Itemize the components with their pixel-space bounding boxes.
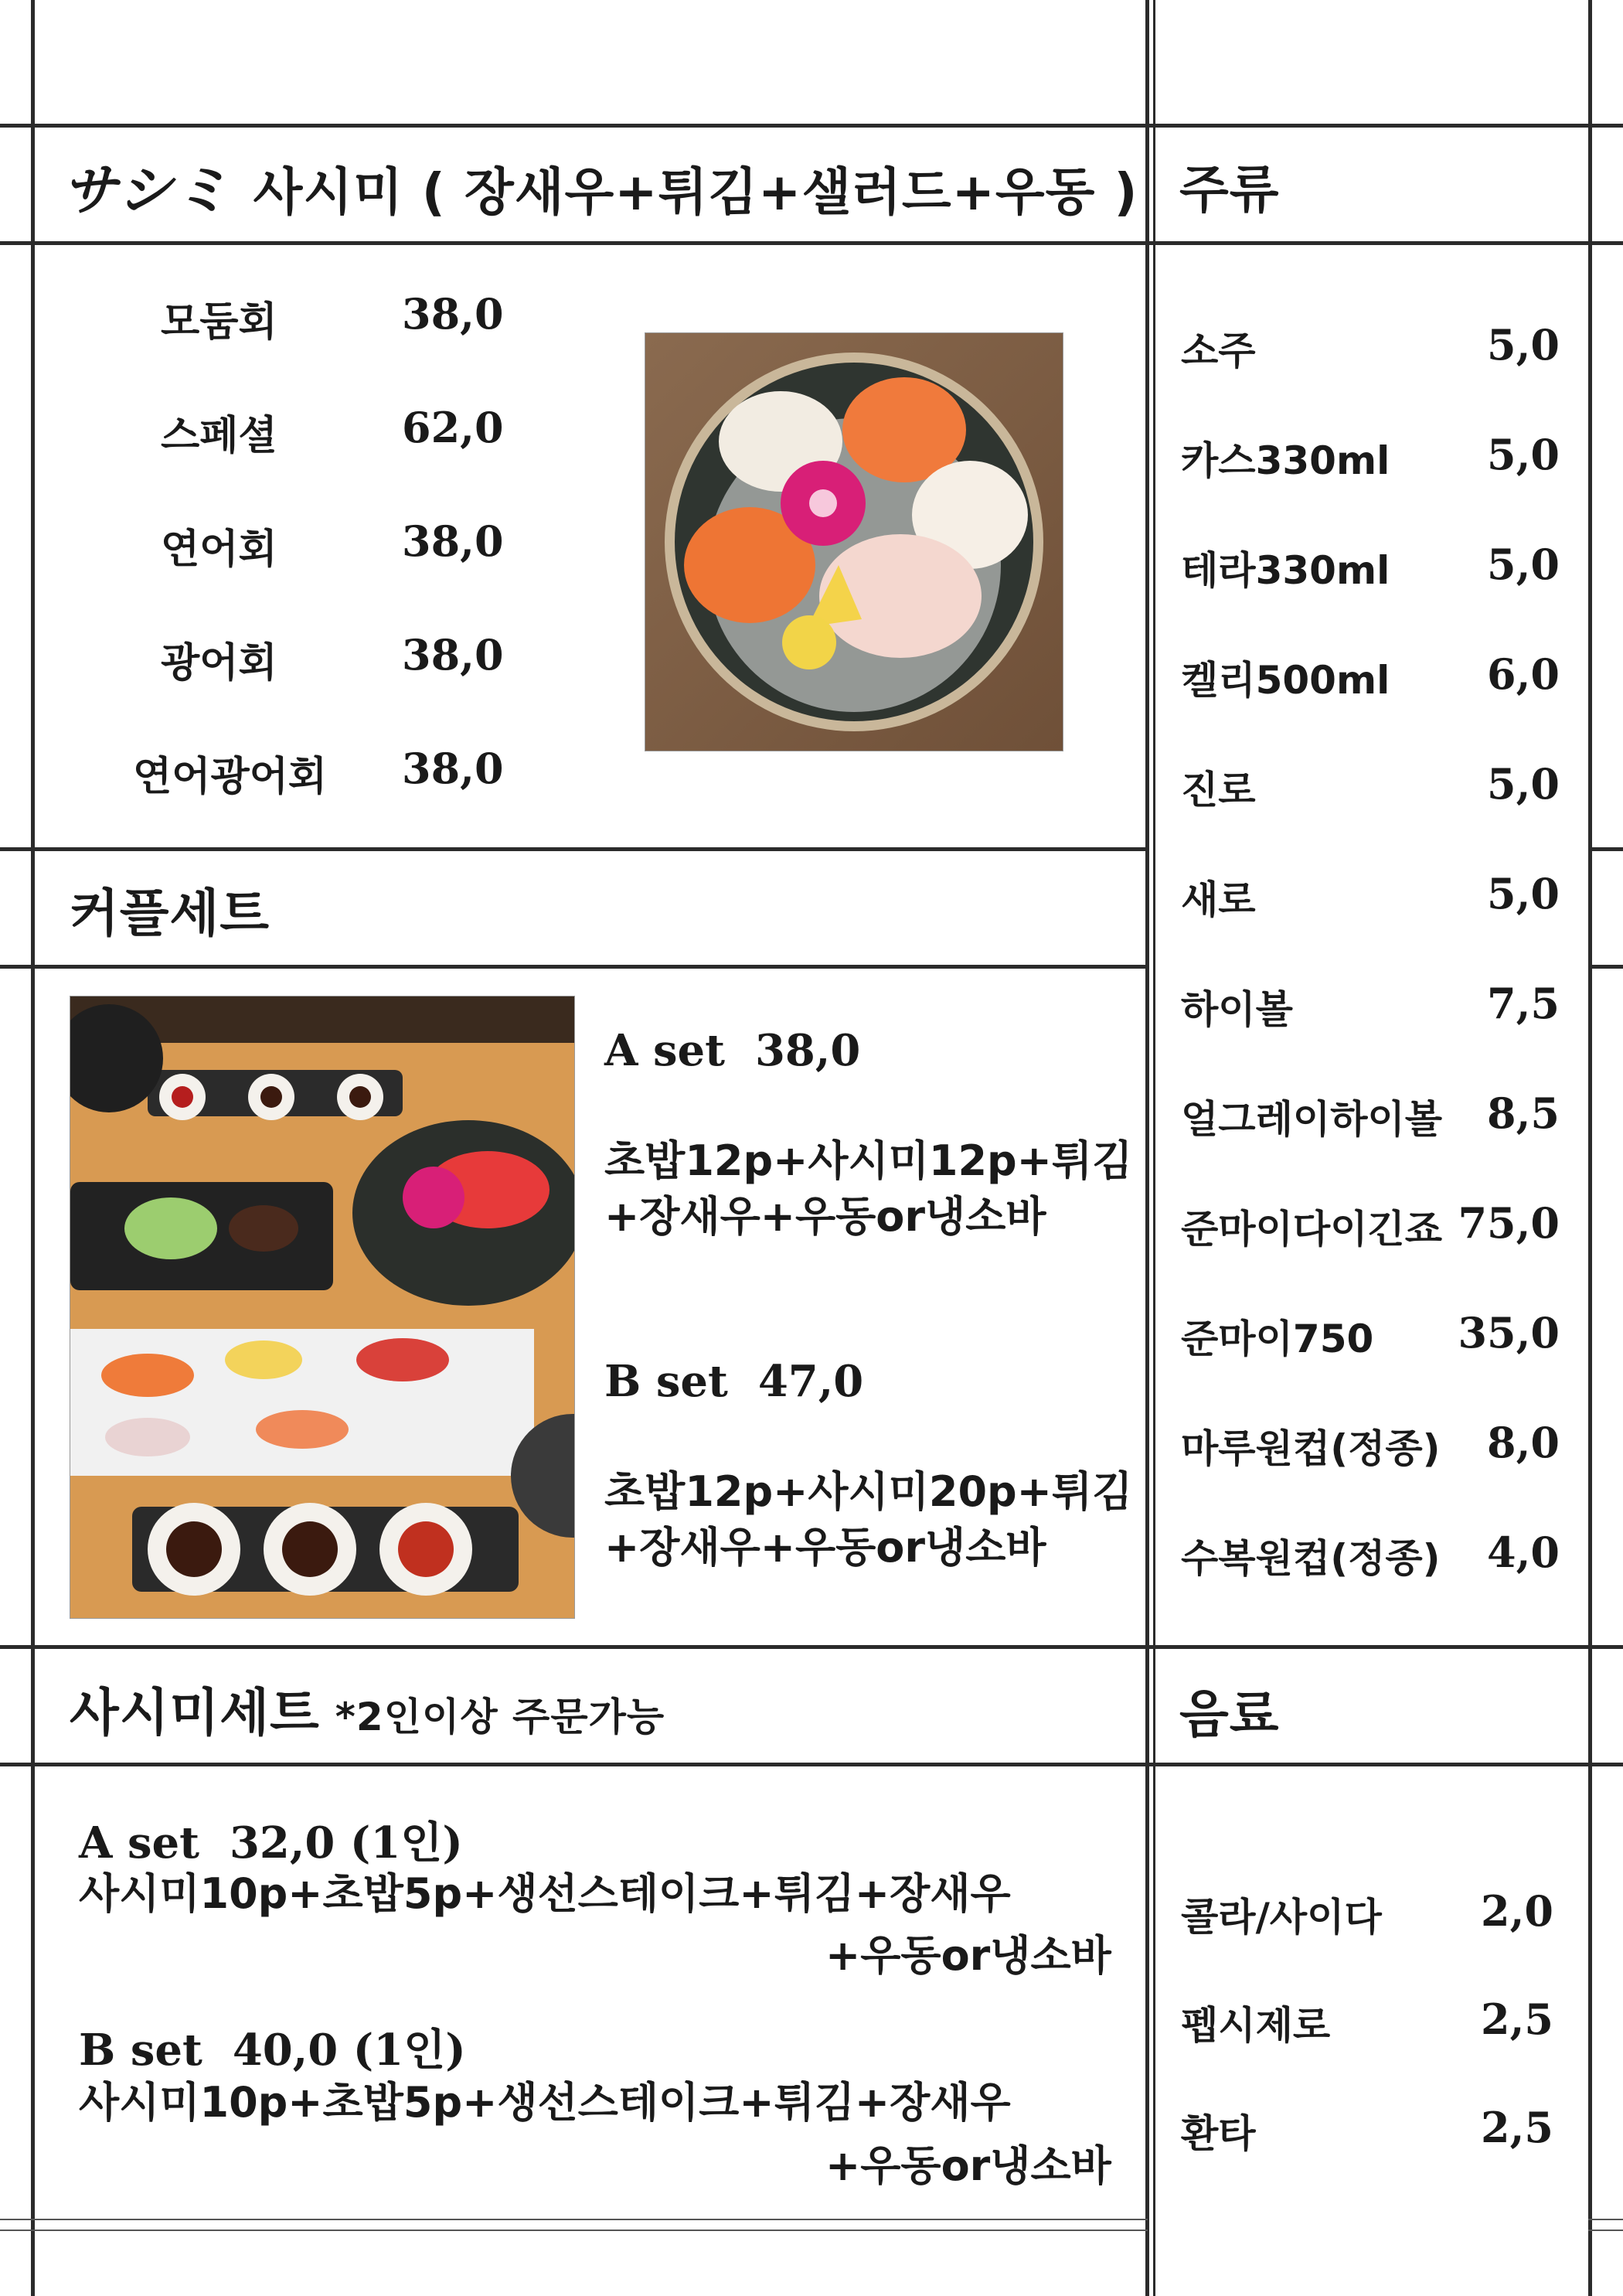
rule-footer-right: [1588, 2219, 1623, 2220]
liquor-item-name: 마루원컵(정종): [1181, 1426, 1441, 1471]
liquor-item-price: 5,0: [1487, 320, 1560, 370]
liquor-item-price: 35,0: [1458, 1308, 1560, 1358]
liquor-item-name: 얼그레이하이볼: [1181, 1097, 1443, 1142]
liquor-item-price: 5,0: [1487, 869, 1560, 918]
sashimi-item-name: 광어회: [161, 640, 277, 686]
couple-b-set-heading: B set 47,0: [604, 1356, 864, 1407]
liquor-item-name: 준마이다이긴죠: [1181, 1207, 1443, 1252]
liquor-item-price: 6,0: [1487, 649, 1560, 699]
rule-couple-top-right: [1588, 847, 1623, 851]
liquor-item-price: 7,5: [1487, 979, 1560, 1028]
sashimi-item-price: 38,0: [402, 289, 504, 339]
rule-footer-right-2: [1588, 2230, 1623, 2231]
drinks-item-name: 펩시제로: [1181, 2003, 1331, 2048]
left-border: [31, 0, 35, 2296]
liquor-item-name: 진로: [1181, 768, 1256, 812]
drinks-item-name: 콜라/사이다: [1181, 1895, 1382, 1940]
drinks-item-price: 2,0: [1481, 1886, 1553, 1936]
liquor-item-name: 켈리500ml: [1181, 658, 1390, 703]
rule-footer-2: [0, 2230, 1148, 2231]
column-divider: [1145, 0, 1149, 2296]
drinks-item-price: 2,5: [1481, 1995, 1553, 2044]
liquor-item-price: 5,0: [1487, 540, 1560, 589]
liquor-item-price: 8,5: [1487, 1088, 1560, 1138]
liquor-item-name: 준마이750: [1181, 1317, 1374, 1361]
sashimi-set-title-text: 사시미세트: [70, 1683, 320, 1742]
sashimi-item-name: 연어광어회: [133, 754, 328, 800]
right-border: [1588, 0, 1592, 2296]
liquor-item-price: 5,0: [1487, 430, 1560, 479]
drinks-item-name: 환타: [1181, 2111, 1256, 2156]
sashimi-b-set-line1: 사시미10p+초밥5p+생선스테이크+튀김+장새우: [79, 2078, 1011, 2127]
liquor-item-name: 새로: [1181, 877, 1256, 922]
rule-header-bottom: [0, 241, 1623, 245]
couple-title: 커플세트: [70, 884, 270, 943]
sashimi-title-text: 사시미 ( 장새우+튀김+샐러드+우동 ): [253, 162, 1138, 222]
liquor-title: 주류: [1179, 160, 1280, 220]
couple-a-set-line1: 초밥12p+사시미12p+튀김: [604, 1136, 1133, 1185]
couple-b-set-line1: 초밥12p+사시미20p+튀김: [604, 1467, 1133, 1516]
sashimi-b-set-heading: B set 40,0 (1인): [79, 2025, 466, 2076]
sashimi-plate-photo: [645, 332, 1063, 751]
sashimi-a-set-line2: +우동or냉소바: [825, 1931, 1111, 1980]
sashimi-title-jp: サシミ: [62, 157, 230, 223]
liquor-item-price: 5,0: [1487, 759, 1560, 809]
sashimi-item-name: 연어회: [161, 526, 277, 573]
rule-couple-bottom: [0, 965, 1148, 969]
rule-top: [0, 124, 1623, 128]
sashimi-a-set-line1: 사시미10p+초밥5p+생선스테이크+튀김+장새우: [79, 1869, 1011, 1918]
drinks-item-price: 2,5: [1481, 2103, 1553, 2152]
sashimi-item-price: 38,0: [402, 744, 504, 793]
liquor-item-name: 카스330ml: [1181, 438, 1390, 483]
liquor-item-price: 8,0: [1487, 1418, 1560, 1467]
sashimi-set-title: [70, 1671, 665, 1745]
sashimi-item-price: 38,0: [402, 516, 504, 566]
liquor-item-price: 4,0: [1487, 1528, 1560, 1577]
sashimi-item-name: 모둠회: [161, 299, 277, 346]
couple-b-set-line2: +장새우+우동or냉소바: [604, 1523, 1046, 1572]
rule-couple-bottom-right: [1588, 965, 1623, 969]
liquor-item-name: 테라330ml: [1181, 548, 1390, 593]
liquor-item-name: 소주: [1181, 329, 1256, 373]
couple-a-set-heading: A set 38,0: [604, 1025, 861, 1076]
sashimi-item-price: 62,0: [402, 403, 504, 452]
rule-couple-top: [0, 847, 1148, 851]
sashimi-item-price: 38,0: [402, 630, 504, 680]
rule-set-bottom: [0, 1763, 1623, 1766]
drinks-title: 음료: [1179, 1685, 1280, 1744]
rule-footer: [0, 2219, 1148, 2220]
sashimi-set-note: *2인이상 주문가능: [335, 1695, 665, 1739]
rule-set-top: [0, 1645, 1623, 1649]
liquor-item-name: 하이볼: [1181, 987, 1293, 1032]
sashimi-item-name: 스페셜: [161, 413, 277, 459]
sashimi-b-set-line2: +우동or냉소바: [825, 2141, 1111, 2190]
couple-a-set-line2: +장새우+우동or냉소바: [604, 1192, 1046, 1241]
couple-set-photo: [70, 996, 575, 1619]
sashimi-a-set-heading: A set 32,0 (1인): [79, 1817, 463, 1868]
column-divider-2: [1153, 0, 1155, 2296]
sashimi-title: [62, 145, 1138, 226]
liquor-item-name: 수복원컵(정종): [1181, 1536, 1441, 1581]
liquor-item-price: 75,0: [1458, 1198, 1560, 1248]
